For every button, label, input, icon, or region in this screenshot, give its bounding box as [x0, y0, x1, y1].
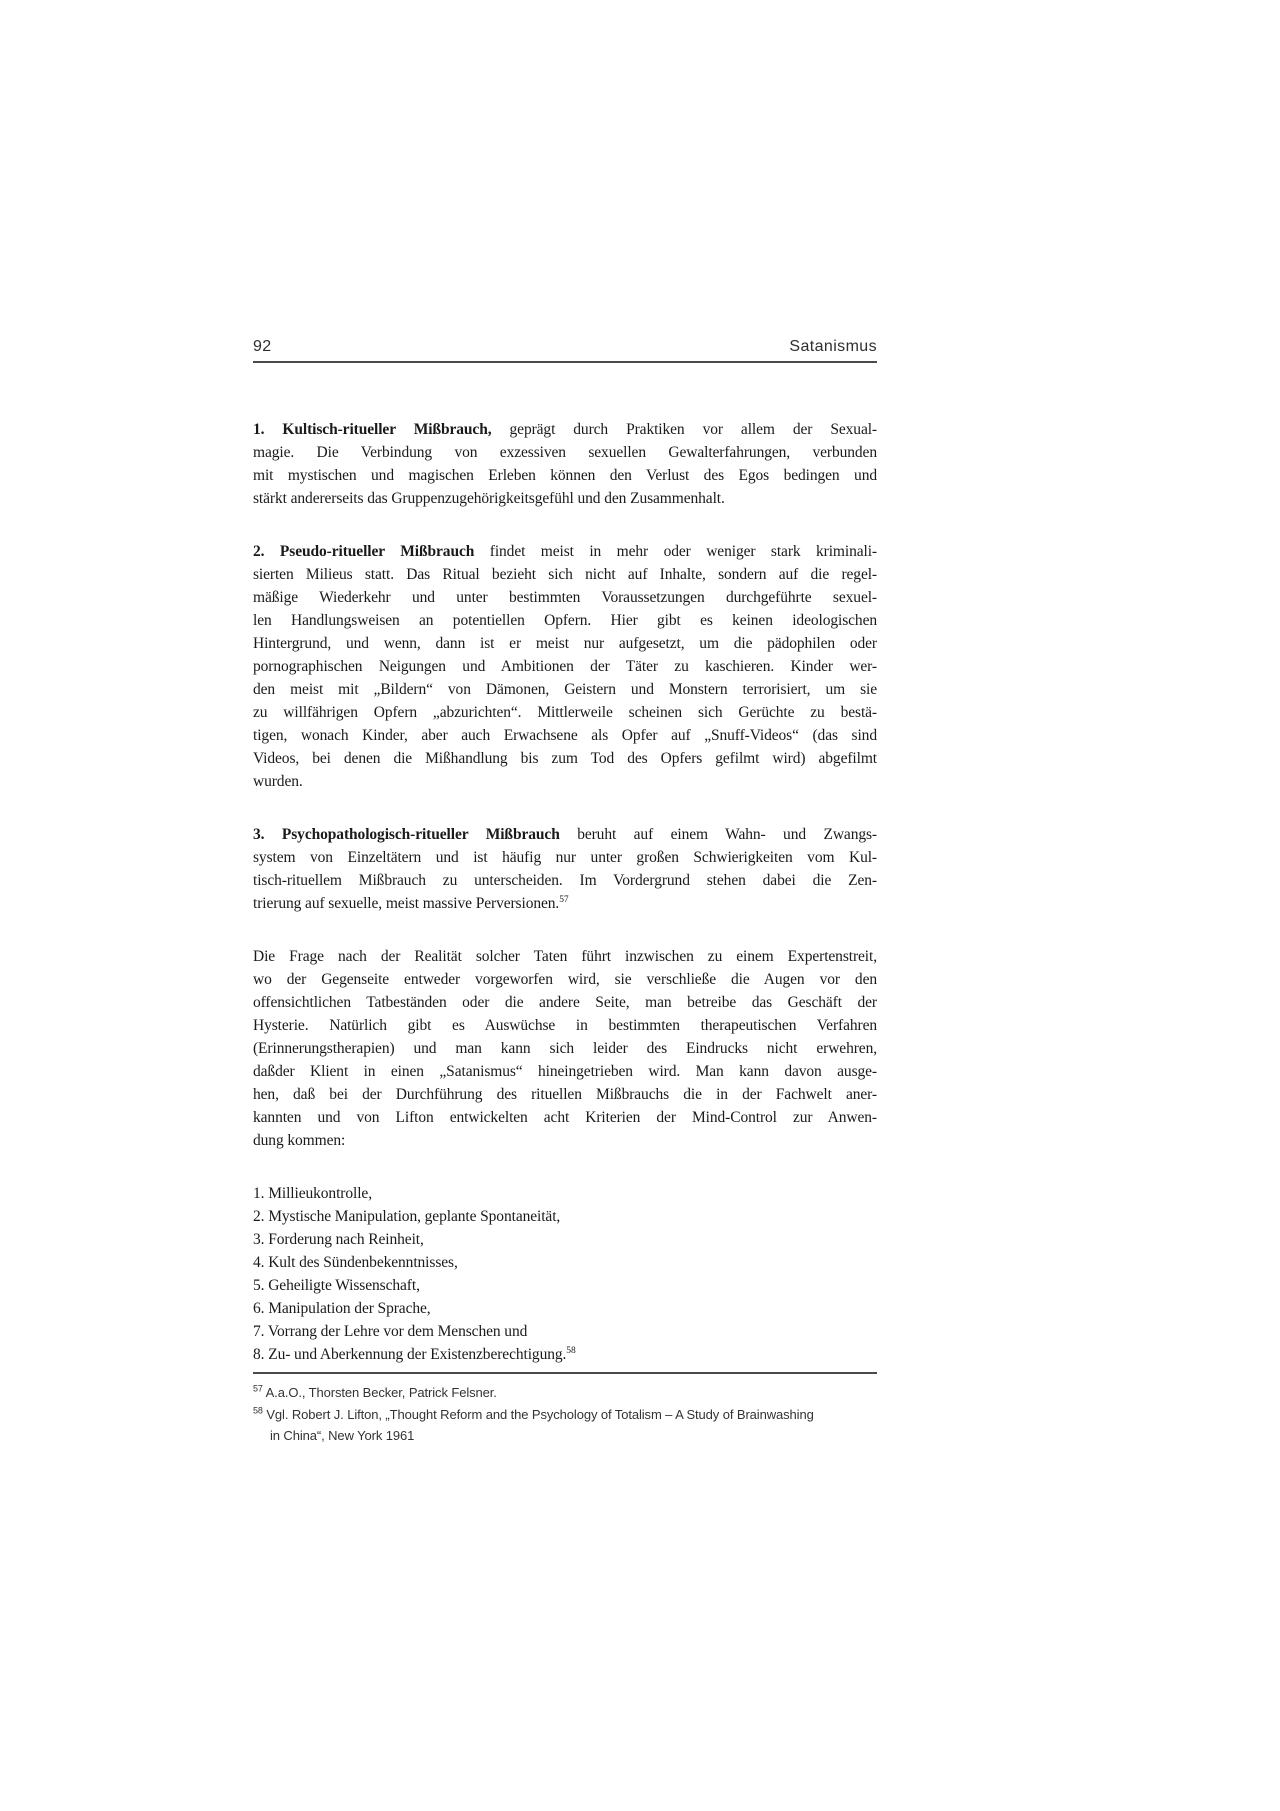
text-line: hen, daß bei der Durchführung des rituellen Mißbrauchs die in der Fachwelt aner-	[253, 1086, 877, 1103]
text-line: 3. Psychopathologisch-ritueller Mißbrauch beruht auf einem Wahn- und Zwangs-	[253, 826, 877, 843]
list-mind-control-kriterien	[253, 1182, 877, 1366]
footnote-number: 57	[253, 1383, 263, 1394]
text-line: Hintergrund, und wenn, dann ist er meist nur aufgesetzt, um die pädophilen oder	[253, 635, 877, 652]
text-line: 2. Mystische Manipulation, geplante Spontaneität,	[253, 1208, 561, 1225]
footnote-continuation-line: in China“, New York 1961	[270, 1428, 415, 1443]
text-line: stärkt andererseits das Gruppenzugehörigkeitsgefühl und den Zusammenhalt.	[253, 490, 725, 507]
text-line: Die Frage nach der Realität solcher Taten führt inzwischen zu einem Expertenstreit,	[253, 948, 877, 965]
text-line: 8. Zu- und Aberkennung der Existenzberechtigung.$^{58}$	[253, 1345, 576, 1363]
text-line: mit mystischen und magischen Erleben können den Verlust des Egos bedingen und	[253, 467, 877, 484]
text-line: trierung auf sexuelle, meist massive Perversionen.$^{57}$	[253, 894, 569, 912]
text-line: len Handlungsweisen an potentiellen Opfern. Hier gibt es keinen ideologischen	[253, 612, 877, 629]
paragraph-psychopathologisch-ritueller-missbrauch	[253, 823, 877, 915]
text-line: (Erinnerungstherapien) und man kann sich leider des Eindrucks nicht erwehren,	[253, 1040, 877, 1057]
text-line: Hysterie. Natürlich gibt es Auswüchse in bestimmten therapeutischen Verfahren	[253, 1017, 877, 1034]
text-line: tisch-rituellem Mißbrauch zu unterscheiden. Im Vordergrund stehen dabei die Zen-	[253, 872, 877, 889]
footnote: $^{58}$ Vgl. Robert J. Lifton, „Thought Reform and the Psychology of Totalism – A Study of Brainwashing	[253, 1405, 814, 1422]
text-line: 7. Vorrang der Lehre vor dem Menschen und	[253, 1323, 528, 1340]
text-line: wo der Gegenseite entweder vorgeworfen wird, sie verschließe die Augen vor den	[253, 971, 877, 988]
text-line: offensichtlichen Tatbeständen oder die andere Seite, man betreibe das Geschäft der	[253, 994, 877, 1011]
running-header	[253, 338, 877, 363]
text-line: pornographischen Neigungen und Ambitionen der Täter zu kaschieren. Kinder wer-	[253, 658, 877, 675]
text-line: wurden.	[253, 773, 303, 790]
text-line: den meist mit „Bildern“ von Dämonen, Geistern und Monstern terrorisiert, um sie	[253, 681, 877, 698]
footnote-marker: 58	[566, 1345, 576, 1356]
text-line: dung kommen:	[253, 1132, 346, 1149]
text-line: tigen, wonach Kinder, aber auch Erwachsene als Opfer auf „Snuff-Videos“ (das sind	[253, 727, 877, 744]
text-line: 6. Manipulation der Sprache,	[253, 1300, 431, 1317]
footnotes	[253, 1372, 877, 1447]
text-line: system von Einzeltätern und ist häufig nur unter großen Schwierigkeiten vom Kul-	[253, 849, 877, 866]
text-line: sierten Milieus statt. Das Ritual bezieht sich nicht auf Inhalte, sondern auf die regel-	[253, 566, 877, 583]
text-line: kannten und von Lifton entwickelten acht Kriterien der Mind-Control zur Anwen-	[253, 1109, 877, 1126]
text-line: 5. Geheiligte Wissenschaft,	[253, 1277, 420, 1294]
text-line: daßder Klient in einen „Satanismus“ hineingetrieben wird. Man kann davon ausge-	[253, 1063, 877, 1080]
text-line: 3. Forderung nach Reinheit,	[253, 1231, 424, 1248]
body-content	[253, 418, 877, 1366]
paragraph-expertenstreit	[253, 945, 877, 1152]
running-title: Satanismus	[789, 338, 877, 355]
text-line: 2. Pseudo-ritueller Mißbrauch findet meist in mehr oder weniger stark kriminali-	[253, 543, 877, 560]
text-line: mäßige Wiederkehr und unter bestimmten Voraussetzungen durchgeführte sexuel-	[253, 589, 877, 606]
footnote-marker: 57	[559, 894, 569, 905]
text-line: 4. Kult des Sündenbekenntnisses,	[253, 1254, 458, 1271]
text-line: Videos, bei denen die Mißhandlung bis zum Tod des Opfers gefilmt wird) abgefilmt	[253, 750, 877, 767]
text-line: magie. Die Verbindung von exzessiven sexuellen Gewalterfahrungen, verbunden	[253, 444, 877, 461]
paragraph-kultisch-ritueller-missbrauch	[253, 418, 877, 510]
footnote-number: 58	[253, 1405, 263, 1416]
text-line: 1. Kultisch-ritueller Mißbrauch, geprägt durch Praktiken vor allem der Sexual-	[253, 421, 877, 438]
page-number: 92	[253, 338, 272, 355]
footnote: $^{57}$ A.a.O., Thorsten Becker, Patrick Felsner.	[253, 1383, 497, 1400]
text-line: zu willfährigen Opfern „abzurichten“. Mittlerweile scheinen sich Gerüchte zu bestä-	[253, 704, 877, 721]
text-line: 1. Millieukontrolle,	[253, 1185, 372, 1202]
paragraph-pseudo-ritueller-missbrauch	[253, 540, 877, 793]
